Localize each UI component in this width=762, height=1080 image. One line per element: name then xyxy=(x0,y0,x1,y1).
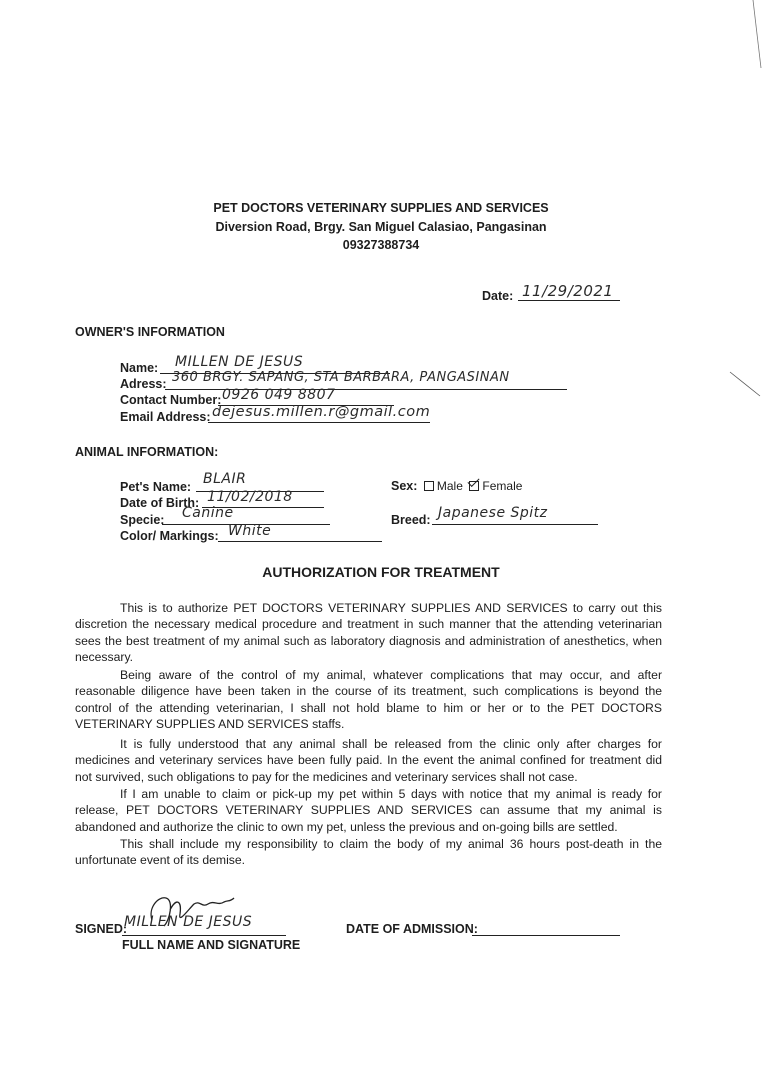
sex-female-checkbox[interactable] xyxy=(469,481,479,491)
sex-male-checkbox[interactable] xyxy=(424,481,434,491)
clinic-phone: 09327388734 xyxy=(342,238,420,252)
date-label: Date: xyxy=(482,289,514,303)
pet-name-label: Pet's Name: xyxy=(120,480,192,494)
color-label: Color/ Markings: xyxy=(120,529,219,543)
authorization-paragraph-1: This is to authorize PET DOCTORS VETERINARY SUPPLIES AND SERVICES to carry out this discretion the necessary medical procedure and treatment in such manner that the attending veterinarian sees the best treatment of my animal such as laboratory diagnosis and administration of anesthetics, when necessary. xyxy=(75,601,662,665)
owner-contact-value: 0926 049 8807 xyxy=(222,387,336,403)
authorization-paragraph-3: It is fully understood that any animal shall be released from the clinic only after charges for medicines and veterinary services have been fully paid. In the event the animal confined for treatment did not survived, such obligations to pay for the medicines and veterinary services shall not case. xyxy=(75,737,662,784)
dob-value: 11/02/2018 xyxy=(207,489,293,505)
specie-value: Canine xyxy=(182,505,234,521)
sex-field xyxy=(391,479,522,493)
owner-name-label: Name: xyxy=(120,361,159,375)
pet-name-value: BLAIR xyxy=(203,471,247,487)
admission-label: DATE OF ADMISSION: xyxy=(346,922,478,936)
breed-label: Breed: xyxy=(391,513,431,527)
breed-line xyxy=(432,524,598,525)
owner-name-value: MILLEN DE JESUS xyxy=(175,354,304,370)
authorization-paragraph-5: This shall include my responsibility to claim the body of my animal 36 hours post-death in the unfortunate event of its demise. xyxy=(75,837,662,868)
sex-female-label: Female xyxy=(482,479,523,493)
scan-edge-line-icon xyxy=(752,0,762,70)
owner-email-label: Email Address: xyxy=(120,410,211,424)
authorization-paragraph-4: If I am unable to claim or pick-up my pet within 5 days with notice that my animal is ready for release, PET DOCTORS VETERINARY SUPPLIES AND SERVICES can assume that my animal is abandoned and authorize the clinic to own my pet, unless the previous and on-going bills are settled. xyxy=(75,787,662,834)
color-line xyxy=(218,541,382,542)
admission-line xyxy=(472,935,620,936)
signed-label: SIGNED: xyxy=(75,922,128,936)
breed-value: Japanese Spitz xyxy=(438,505,548,521)
owner-address-label: Adress: xyxy=(120,377,167,391)
signed-line xyxy=(122,935,286,936)
owner-section-title: OWNER'S INFORMATION xyxy=(75,325,225,339)
animal-section-title: ANIMAL INFORMATION: xyxy=(75,445,219,459)
authorization-paragraph-2: Being aware of the control of my animal, whatever complications that may occur, and after reasonable diligence have been taken in the course of its treatment, such complications is beyond the control of the attending veterinarian, I shall not hold blame to him or her or to the PET DOCTORS VETERINARY SUPPLIES AND SERVICES staffs. xyxy=(75,668,662,732)
dob-label: Date of Birth: xyxy=(120,496,200,510)
clinic-address: Diversion Road, Brgy. San Miguel Calasiao, Pangasinan xyxy=(215,220,547,234)
clinic-name: PET DOCTORS VETERINARY SUPPLIES AND SERVICES xyxy=(213,201,549,215)
owner-email-value: dejesus.millen.r@gmail.com xyxy=(212,404,431,420)
scan-edge-mark-icon xyxy=(728,370,762,400)
owner-email-line xyxy=(208,422,430,423)
authorization-title: AUTHORIZATION FOR TREATMENT xyxy=(262,564,500,580)
owner-address-value: 360 BRGY. SAPANG, STA BARBARA, PANGASINAN xyxy=(172,370,510,385)
sex-male-label: Male xyxy=(436,479,463,493)
sex-label: Sex: xyxy=(391,479,418,493)
owner-contact-label: Contact Number: xyxy=(120,393,222,407)
specie-label: Specie: xyxy=(120,513,165,527)
date-value: 11/29/2021 xyxy=(522,282,614,300)
color-value: White xyxy=(228,523,272,539)
date-line xyxy=(518,300,620,301)
signature-caption: FULL NAME AND SIGNATURE xyxy=(122,938,301,952)
signed-value: MILLEN DE JESUS xyxy=(124,914,253,930)
